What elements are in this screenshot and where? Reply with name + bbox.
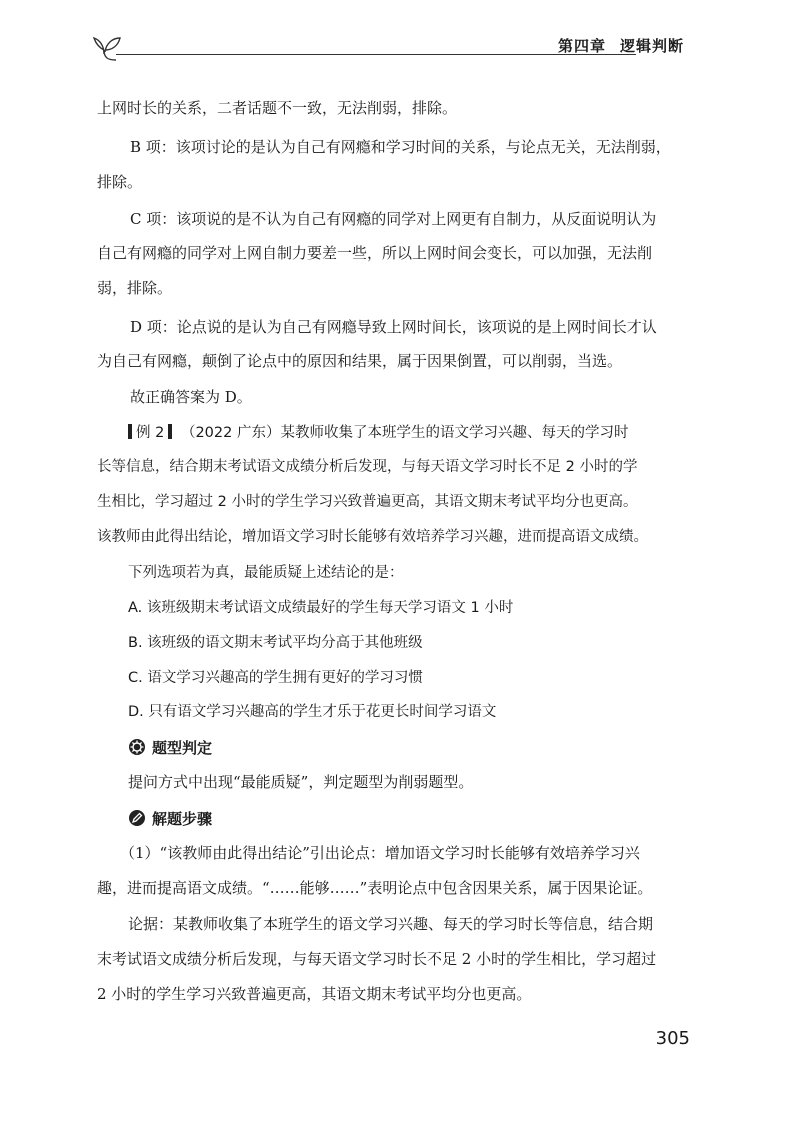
section-text: 论据：某教师收集了本班学生的语文学习兴趣、每天的学习时长等信息，结合期: [128, 915, 654, 933]
option-b: B. 该班级的语文期末考试平均分高于其他班级: [128, 635, 423, 651]
chapter-number: 第四章: [558, 37, 607, 55]
option-d: D. 只有语文学习兴趣高的学生才乐于花更长时间学习语文: [128, 704, 497, 720]
running-header: [90, 28, 700, 64]
section-title: 题型判定: [152, 739, 213, 757]
paragraph-line: D 项：论点说的是认为自己有网瘾导致上网时间长，该项说的是上网时间长才认: [130, 318, 657, 336]
paragraph-line: 上网时长的关系，二者话题不一致，无法削弱，排除。: [97, 99, 458, 117]
example-line: 该教师由此得出结论，增加语文学习时长能够有效培养学习兴趣，进而提高语文成绩。: [97, 529, 648, 545]
section-text: （1）“该教师由此得出结论”引出论点：增加语文学习时长能够有效培养学习兴: [120, 844, 640, 862]
section-heading-type: [128, 737, 212, 758]
option-a: A. 该班级期末考试语文成绩最好的学生每天学习语文 1 小时: [128, 600, 514, 616]
paragraph-line: B 项：该项讨论的是认为自己有网瘾和学习时间的关系，与论点无关，无法削弱，: [130, 138, 671, 156]
tag-bar-left: [128, 424, 132, 439]
gear-icon: [128, 738, 146, 756]
question-stem: 下列选项若为真，最能质疑上述结论的是：: [128, 565, 404, 581]
paragraph-line: C 项：该项说的是不认为自己有网瘾的同学对上网更有自制力，从反面说明认为: [130, 210, 657, 228]
option-c: C. 语文学习兴趣高的学生拥有更好的学习习惯: [128, 670, 423, 686]
section-text: 趣，进而提高语文成绩。“……能够……”表明论点中包含因果关系，属于因果论证。: [97, 879, 653, 897]
example-tag: 例 2: [136, 425, 165, 441]
sprout-icon: [90, 28, 130, 64]
chapter-title: 逻辑判断: [620, 37, 685, 55]
tag-bar-right: [168, 424, 172, 439]
section-heading-steps: [128, 808, 212, 829]
paragraph-line: 自己有网瘾的同学对上网自制力要差一些，所以上网时间会变长，可以加强，无法削: [97, 244, 653, 262]
paragraph-line: 排除。: [97, 173, 143, 191]
section-text: 2 小时的学生学习兴致普遍更高，其语文期末考试平均分也更高。: [97, 985, 532, 1003]
paragraph-line: 为自己有网瘾，颠倒了论点中的原因和结果，属于因果倒置，可以削弱，当选。: [97, 352, 623, 370]
answer-line: 故正确答案为 D。: [130, 388, 252, 406]
paragraph-line: 弱，排除。: [97, 279, 173, 297]
section-text: 末考试语文成绩分析后发现，与每天语文学习时长不足 2 小时的学生相比，学习超过: [97, 950, 657, 968]
example-line: 生相比，学习超过 2 小时的学生学习兴致普遍更高，其语文期末考试平均分也更高。: [97, 494, 638, 510]
example-line: 长等信息，结合期末考试语文成绩分析后发现，与每天语文学习时长不足 2 小时的学: [97, 459, 638, 475]
example-intro: [124, 423, 628, 443]
page-number: 305: [655, 1028, 690, 1049]
section-text: 提问方式中出现“最能质疑”，判定题型为削弱题型。: [128, 773, 474, 791]
pencil-icon: [128, 809, 146, 827]
section-title: 解题步骤: [152, 810, 213, 828]
example-line: （2022 广东）某教师收集了本班学生的语文学习兴趣、每天的学习时: [180, 425, 629, 441]
chapter-heading: [558, 35, 698, 56]
